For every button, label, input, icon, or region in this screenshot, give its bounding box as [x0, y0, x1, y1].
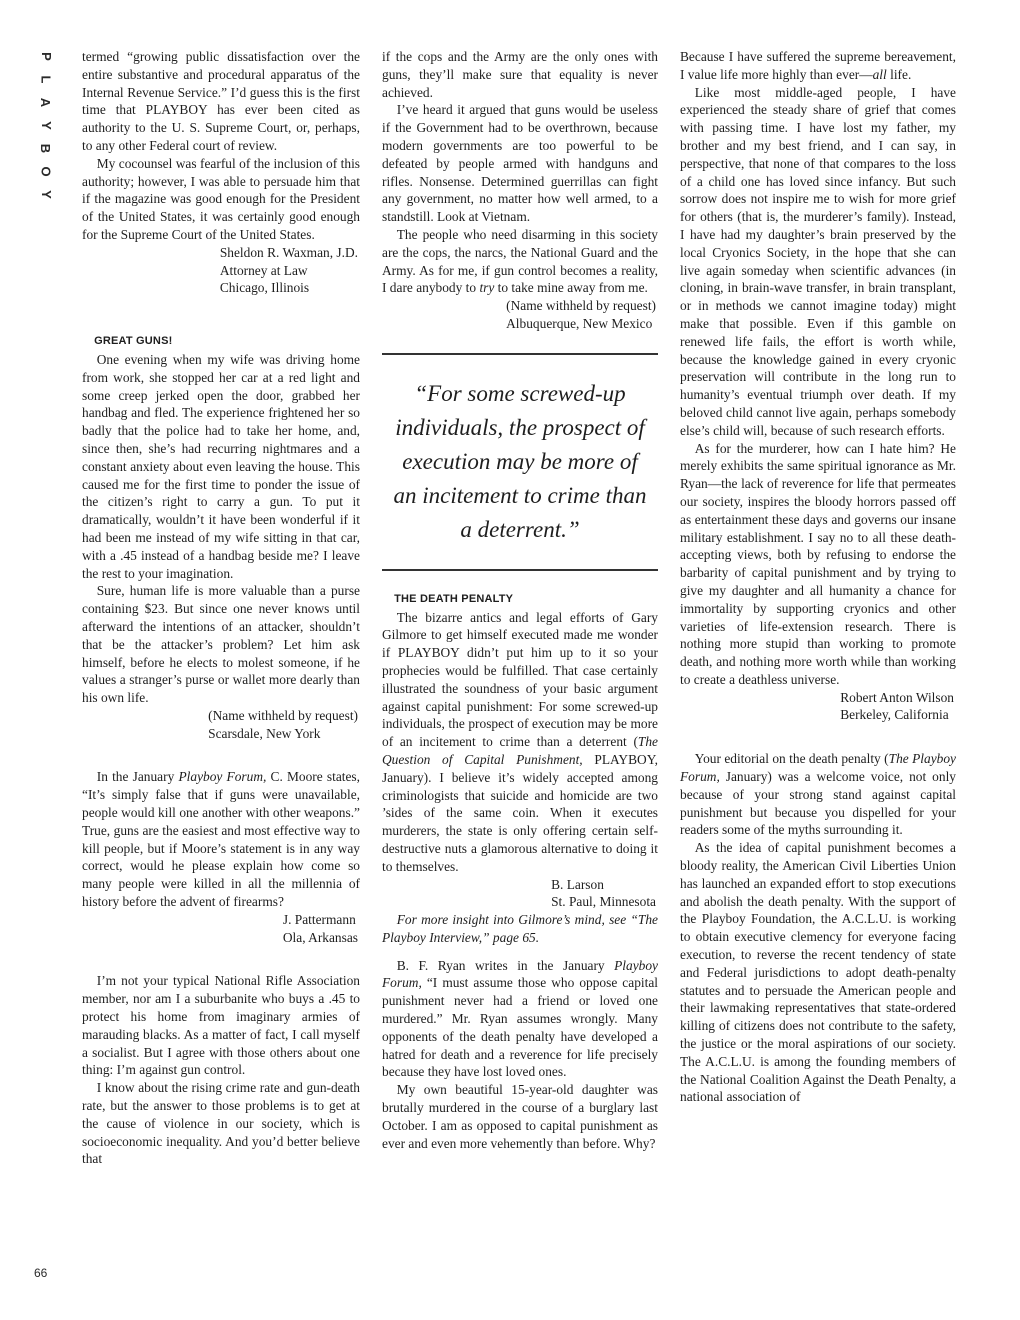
running-head-letter: Y	[38, 121, 54, 130]
signature-line: B. Larson	[551, 876, 604, 892]
body-paragraph: I’ve heard it argued that guns would be useless if the Government had to be overthrown, because modern governments are too powerful to be defeated by people armed with handguns and rifles. Nonsense. Determined guerrillas can fight any government, no matter how well armed, to a standstill. Look at Vietnam.	[382, 102, 658, 225]
column-1	[82, 48, 360, 1168]
signature-line: Ola, Arkansas	[282, 929, 358, 945]
body-paragraph: I know about the rising crime rate and gun-death rate, but the answer to those problems is to get at the cause of violence in our society, which is socioeconomic inequality. And you’d better believe that	[82, 1080, 360, 1167]
page-number: 66	[34, 1266, 48, 1280]
signature-line: St. Paul, Minnesota	[551, 894, 656, 910]
column-3	[680, 48, 956, 1106]
signature-line: Robert Anton Wilson	[840, 689, 954, 705]
body-paragraph: As for the murderer, how can I hate him? He merely exhibits the same spiritual ignorance as Mr. Ryan—the lack of reverence for life that permeates our society, inspires the bloody horrors passed off as entertainment these days and governs our insane military establishment. I say no to all these death-accepting views, both by refusing to endorse the barbarity of capital punishment and by trying to give my daughter and all humanity a chance for immortality by supporting cryonics and other varieties of life-extension research. There is nothing more stupid than working to promote death, and nothing more worth while than working to create a deathless universe.	[680, 440, 956, 687]
letter-signature	[382, 297, 658, 333]
section-heading: THE DEATH PENALTY	[394, 592, 514, 605]
body-paragraph: In the January Playboy Forum, C. Moore states, “It’s simply false that if guns were unavailable, people would kill one another with other weapons.” True, guns are the easiest and most effective way to kill people, but if Moore’s statement is in any way correct, would he please explain how come so many people were killed in all the millennia of history before the advent of firearms?	[82, 769, 360, 910]
running-head-letter: O	[38, 166, 54, 177]
column-2	[382, 48, 658, 1152]
signature-line: Attorney at Law	[219, 262, 308, 278]
body-paragraph: As the idea of capital punishment becomes a bloody reality, the American Civil Liberties Union has launched an expanded effort to stop executions and abolish the death penalty. With the support of the Playboy Foundation, the A.C.L.U. is working to obtain executive clemency for everyone facing execution, to reverse the recent tendency of state and Federal jurisdictions to adopt death-penalty statutes and to persuade the American people and their lawmaking representatives that state-ordered killing of citizens does not contribute to the safety, the justice or the moral aspirations of our society. The A.C.L.U. is among the founding members of the National Coalition Against the Death Penalty, a national association of	[680, 840, 956, 1105]
body-paragraph: My cocounsel was fearful of the inclusion of this authority; however, I was able to persuade him that if the magazine was good enough for the President of the United States, it was certainly good enough for the Supreme Court of the United States.	[82, 155, 360, 242]
body-paragraph: Like most middle-aged people, I have experienced the steady share of grief that comes with passing time. I have lost my father, my brother and my best friend, and I can say, in perspective, that none of that compares to the loss of a child one has loved since infancy. But such sorrow does not inspire me to wish for more grief for others (that is, the murderer’s family). Instead, I have had my daughter’s brain preserved by the local Cryonics Society, in the hope that she can live again someday when scientific advances (in cloning, in brain-wave transfer, in brain transplant, or in methods we cannot imagine today) might make that possible. Even if this gamble on renewed life fails, the effort is worth while, because the knowledge gained in every cryonic preservation will contribute in the long run to humanity’s eventual triumph over death. If my beloved child cannot live again, perhaps somebody else’s child will, because of such research efforts.	[680, 84, 956, 438]
body-paragraph: if the cops and the Army are the only ones with guns, they’ll make sure that equality is never achieved.	[382, 49, 658, 100]
letter-signature	[680, 689, 956, 725]
pull-quote-text: “For some screwed-up individuals, the prospect of execution may be more of an incitement to crime than a deterrent.”	[393, 380, 647, 542]
body-paragraph: I’m not your typical National Rifle Association member, nor am I a suburbanite who buys a .45 to protect his home from imaginary armies of marauding blacks. As a matter of fact, I call myself a socialist. But I agree with those others about one thing: I’m against gun control.	[82, 973, 360, 1078]
editor-note: For more insight into Gilmore’s mind, see “The Playboy Interview,” page 65.	[382, 912, 658, 945]
body-paragraph: One evening when my wife was driving home from work, she stopped her car at a red light and some creep jerked open the door, grabbed her handbag and fled. The experience frightened her so badly that the police had to take her home, and, since then, she’s had recurring nightmares and a constant anxiety about even leaving the house. This caused me for the first time to ponder the issue of the citizen’s right to carry a gun. To put it dramatically, wouldn’t it have been wonderful if it had been me instead of my wife sitting in that car, with a .45 instead of a handbag beside me? I leave the rest to your imagination.	[82, 351, 360, 581]
signature-line: Berkeley, California	[840, 707, 949, 723]
body-paragraph: B. F. Ryan writes in the January Playboy Forum, “I must assume those who oppose capital punishment never had a friend or loved one murdered.” Mr. Ryan assumes wrongly. Many opponents of the death penalty have developed a hatred for death and a reverence for life precisely because they have lost loved ones.	[382, 957, 658, 1080]
body-paragraph: My own beautiful 15-year-old daughter was brutally murdered in the course of a burglary last October. I am as opposed to capital punishment as ever and even more vehemently than before. Why?	[382, 1082, 658, 1151]
running-head-letter: L	[38, 75, 54, 84]
running-head-letter: A	[38, 97, 54, 108]
section-heading: GREAT GUNS!	[94, 335, 173, 348]
body-paragraph: termed “growing public dissatisfaction over the entire substantive and procedural apparatus of the Internal Revenue Service.” I’d guess this is the first time that PLAYBOY has ever been cited as authority to the U. S. Supreme Court, or, perhaps, to any other Federal court of review.	[82, 49, 360, 153]
signature-line: Sheldon R. Waxman, J.D.	[219, 244, 358, 260]
body-paragraph: Sure, human life is more valuable than a purse containing $23. But since one never knows until afterward the intentions of an attacker, shouldn’t that be the attacker’s problem? Let him ask himself, before he elects to molest someone, if he values a stranger’s purse or wallet more dearly than his own life.	[82, 583, 360, 706]
body-paragraph: Because I have suffered the supreme bereavement, I value life more highly than ever—all life.	[680, 49, 956, 82]
signature-line: Chicago, Illinois	[219, 280, 310, 296]
body-paragraph: The people who need disarming in this society are the cops, the narcs, the National Guard and the Army. As for me, if gun control becomes a reality, I dare anybody to try to take mine away from me.	[382, 226, 658, 296]
running-head-letter: B	[38, 143, 54, 154]
signature-line: J. Pattermann	[282, 911, 356, 927]
signature-line: Scarsdale, New York	[208, 725, 321, 741]
signature-line: (Name withheld by request)	[506, 298, 656, 314]
running-head-letter: P	[38, 52, 54, 61]
signature-line: (Name withheld by request)	[208, 707, 358, 723]
letter-signature	[82, 707, 360, 743]
body-paragraph: The bizarre antics and legal efforts of Gary Gilmore to get himself executed made me wonder if PLAYBOY didn’t put him up to it so your prophecies would be fulfilled. That case certainly illustrated the soundness of your basic argument against capital punishment: For some screwed-up individuals, the prospect of execution may be more of an incitement to crime than a deterrent (The Question of Capital Punishment, PLAYBOY, January). I believe it’s widely accepted among criminologists that suicide and homicide are two ’sides of the same coin. When it executes murderers, the state is only offering certain self-destructive nuts a glamorous alternative to doing it to themselves.	[382, 609, 658, 874]
pull-quote	[382, 353, 658, 571]
signature-line: Albuquerque, New Mexico	[506, 315, 653, 331]
letter-signature	[382, 876, 658, 912]
letter-signature	[82, 244, 360, 297]
body-paragraph: Your editorial on the death penalty (The Playboy Forum, January) was a welcome voice, not only because of your strong stand against capital punishment but because you dispelled for your readers some of the myths surrounding it.	[680, 751, 956, 838]
letter-signature	[82, 911, 360, 947]
running-head-letter: Y	[38, 190, 54, 199]
running-head	[34, 50, 58, 201]
